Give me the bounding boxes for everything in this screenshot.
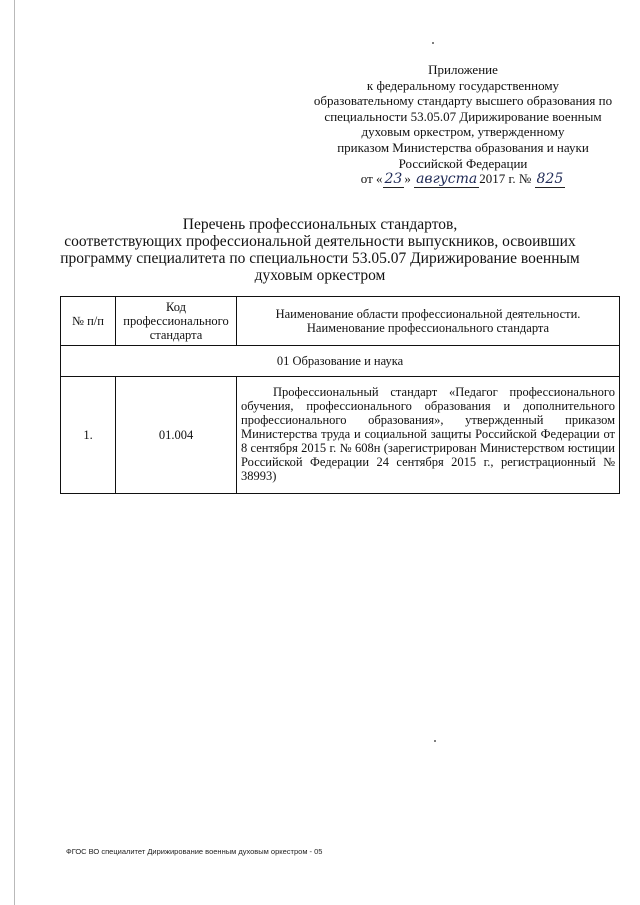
order-month-handwritten: августа	[416, 171, 478, 188]
standards-table	[60, 296, 620, 494]
header-name-line: Наименование профессионального стандарта	[306, 321, 550, 335]
section-title: 01 Образование и наука	[61, 346, 620, 377]
title-line: духовым оркестром	[254, 267, 386, 284]
document-title	[60, 216, 580, 284]
order-day-handwritten: 23	[384, 171, 403, 188]
row-code: 01.004	[116, 377, 237, 494]
page-footer: ФГОС ВО специалитет Дирижирование военным духовым оркестром - 05	[66, 847, 323, 856]
appendix-line: Приложение	[428, 62, 498, 77]
table-row	[61, 377, 620, 494]
table-section-row	[61, 346, 620, 377]
title-line: Перечень профессиональных стандартов,	[182, 216, 458, 233]
order-separator: »	[404, 171, 411, 187]
order-year: 2017 г. №	[479, 171, 532, 187]
header-name-line: Наименование области профессиональной деятельности.	[275, 307, 581, 321]
scan-page-edge	[14, 0, 15, 905]
header-num: № п/п	[61, 297, 116, 346]
appendix-line: приказом Министерства образования и науки	[337, 139, 589, 155]
table-header-row	[61, 297, 620, 346]
row-standard-text: Профессиональный стандарт «Педагог профессионального обучения, профессионального образования и дополнительного профессионального образования», утвержденный приказом Министерства труда и социальной защиты Российской Федерации от 8 сентября 2015 г. № 608н (зарегистрирован Министерством юстиции Российской Федерации 24 сентября 2015 г., регистрационный № 38993)	[237, 377, 620, 494]
appendix-line: образовательному стандарту высшего образования по	[313, 93, 613, 109]
title-line: соответствующих профессиональной деятельности выпускников, освоивших	[64, 233, 576, 250]
order-prefix: от «	[360, 171, 383, 187]
row-num: 1.	[61, 377, 116, 494]
appendix-line: специальности 53.05.07 Дирижирование военным	[324, 108, 602, 124]
appendix-line: к федеральному государственному	[366, 77, 560, 93]
appendix-line: духовым оркестром, утвержденному	[361, 124, 565, 140]
scan-speck	[434, 740, 436, 742]
appendix-line: Российской Федерации	[398, 155, 528, 171]
title-line: программу специалитета по специальности 53.05.07 Дирижирование военным	[60, 250, 580, 267]
order-number-handwritten: 825	[536, 171, 564, 188]
header-name	[237, 297, 620, 346]
header-code: Код профессионального стандарта	[116, 297, 237, 346]
order-date-line	[298, 171, 628, 188]
appendix-block	[298, 62, 628, 188]
scan-speck	[432, 42, 434, 44]
